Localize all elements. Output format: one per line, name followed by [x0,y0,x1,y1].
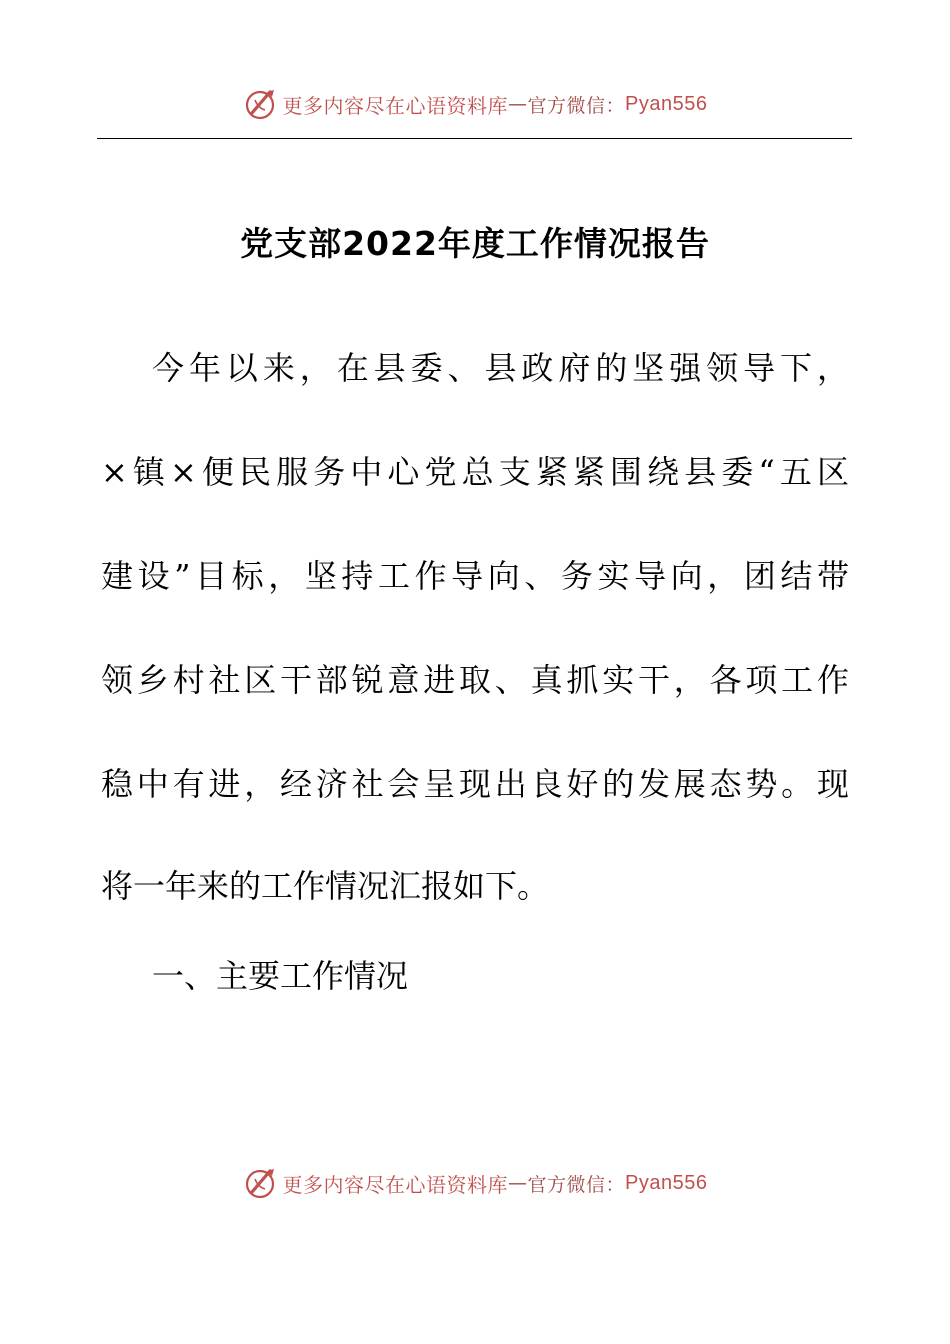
header-divider [97,138,852,139]
header-official-label: 官方微信： [527,94,626,117]
footer-brand-text: 更多内容尽在心语资料库 [282,1172,508,1197]
paragraph-line-2: ×镇×便民服务中心党总支紧紧围绕县委“五区 [101,453,849,491]
footer-wechat-id: Pyan556 [625,1171,708,1194]
footer-banner [0,1161,950,1205]
document-title: 党支部2022年度工作情况报告 [240,224,710,263]
pen-logo-icon [243,1165,279,1201]
paragraph-line-1: 今年以来，在县委、县政府的坚强领导下， [152,349,849,387]
paragraph-line-5: 稳中有进，经济社会呈现出良好的发展态势。现 [101,765,849,803]
paragraph-line-6: 将一年来的工作情况汇报如下。 [101,867,550,905]
paragraph-line-3: 建设”目标，坚持工作导向、务实导向，团结带 [101,557,849,595]
paragraph-line-4: 领乡村社区干部锐意进取、真抓实干，各项工作 [101,661,849,699]
section-heading: 一、主要工作情况 [152,957,409,995]
footer-dash: — [508,1172,528,1194]
header-wechat-id: Pyan556 [625,92,708,115]
footer-official-label: 官方微信： [527,1173,626,1196]
header-dash: — [508,93,528,115]
pen-logo-icon [243,86,279,122]
header-banner [0,82,950,126]
header-brand-text: 更多内容尽在心语资料库 [282,93,508,118]
